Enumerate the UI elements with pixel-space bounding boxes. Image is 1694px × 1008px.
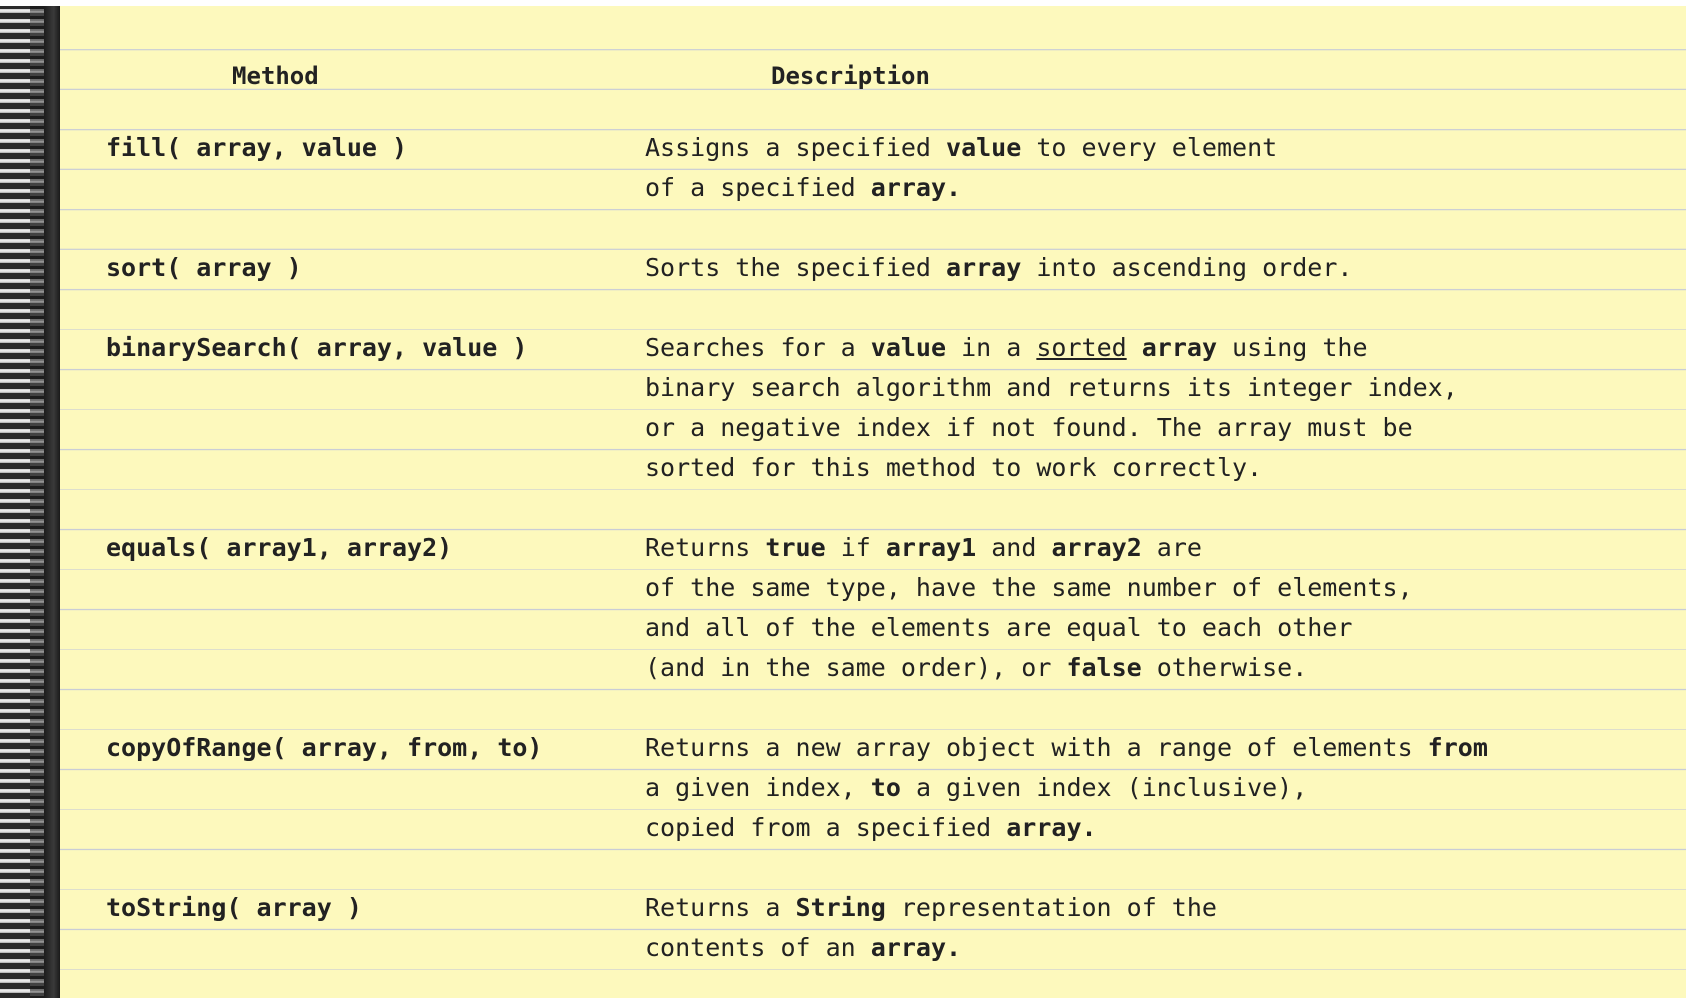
description-text: copied from a specified [645,813,1007,842]
description-line [645,768,1645,808]
description-text: of a specified [645,173,871,202]
description-line [645,568,1645,608]
description-line [645,168,1645,208]
description-text: otherwise. [1141,653,1308,682]
description-text: in a [946,333,1037,362]
description-text: Searches for a [645,333,871,362]
description-text: into ascending order. [1021,253,1353,282]
binding-spine [44,6,60,998]
spiral-binding [0,6,60,998]
description-line [645,128,1645,168]
method-description [645,248,1645,288]
description-text: binary search algorithm and returns its integer index, [645,373,1458,402]
bold-term: array [946,253,1022,282]
description-text: contents of an [645,933,871,962]
method-signature: copyOfRange( array, from, to) [106,733,543,762]
method-column-header: Method [232,62,319,90]
description-text: or a negative index if not found. The array must be [645,413,1413,442]
description-text: using the [1217,333,1368,362]
methods-table [106,128,1666,1008]
description-text: to every element [1021,133,1278,162]
description-text: representation of the [885,893,1217,922]
description-text: if [825,533,886,562]
description-line [645,408,1645,448]
description-line [645,888,1645,928]
bold-term: from [1427,733,1488,762]
table-row [106,248,1666,288]
description-text: and all of the elements are equal to each other [645,613,1353,642]
table-row [106,128,1666,208]
description-line [645,608,1645,648]
table-row [106,728,1666,848]
method-signature: sort( array ) [106,253,302,282]
description-line [645,248,1645,288]
description-text [1127,333,1142,362]
underlined-term: sorted [1036,333,1127,362]
method-description [645,888,1645,968]
description-text: (and in the same order), or [645,653,1067,682]
description-text: Returns [645,533,766,562]
description-line [645,528,1645,568]
description-text: are [1141,533,1202,562]
description-text: of the same type, have the same number of elements, [645,573,1413,602]
method-description [645,728,1645,848]
description-line [645,648,1645,688]
bold-term: array. [1006,813,1097,842]
bold-term: to [870,773,901,802]
method-signature: fill( array, value ) [106,133,408,162]
method-signature: equals( array1, array2) [106,533,453,562]
binding-holes [30,6,44,998]
description-text: Returns a new array object with a range of elements [645,733,1428,762]
description-text: a given index (inclusive), [900,773,1308,802]
bold-term: value [946,133,1022,162]
description-text: a given index, [645,773,871,802]
description-text: and [976,533,1052,562]
method-description [645,328,1645,488]
method-signature: toString( array ) [106,893,362,922]
table-row [106,328,1666,488]
description-text: Returns a [645,893,796,922]
bold-term: array [1141,333,1217,362]
method-signature: binarySearch( array, value ) [106,333,528,362]
description-line [645,368,1645,408]
bold-term: array1 [885,533,977,562]
description-line [645,928,1645,968]
method-description [645,528,1645,688]
description-line [645,328,1645,368]
table-row [106,528,1666,688]
description-line [645,808,1645,848]
bold-term: String [795,893,886,922]
bold-term: array. [870,933,962,962]
method-description [645,128,1645,208]
description-column-header: Description [771,62,930,90]
description-line [645,448,1645,488]
bold-term: array. [870,173,962,202]
bold-term: false [1066,653,1142,682]
bold-term: value [870,333,947,362]
table-row [106,888,1666,968]
description-text: sorted for this method to work correctly. [645,453,1263,482]
description-text: Assigns a specified [645,133,947,162]
bold-term: array2 [1051,533,1142,562]
bold-term: true [765,533,826,562]
description-text: Sorts the specified [645,253,947,282]
description-line [645,728,1645,768]
